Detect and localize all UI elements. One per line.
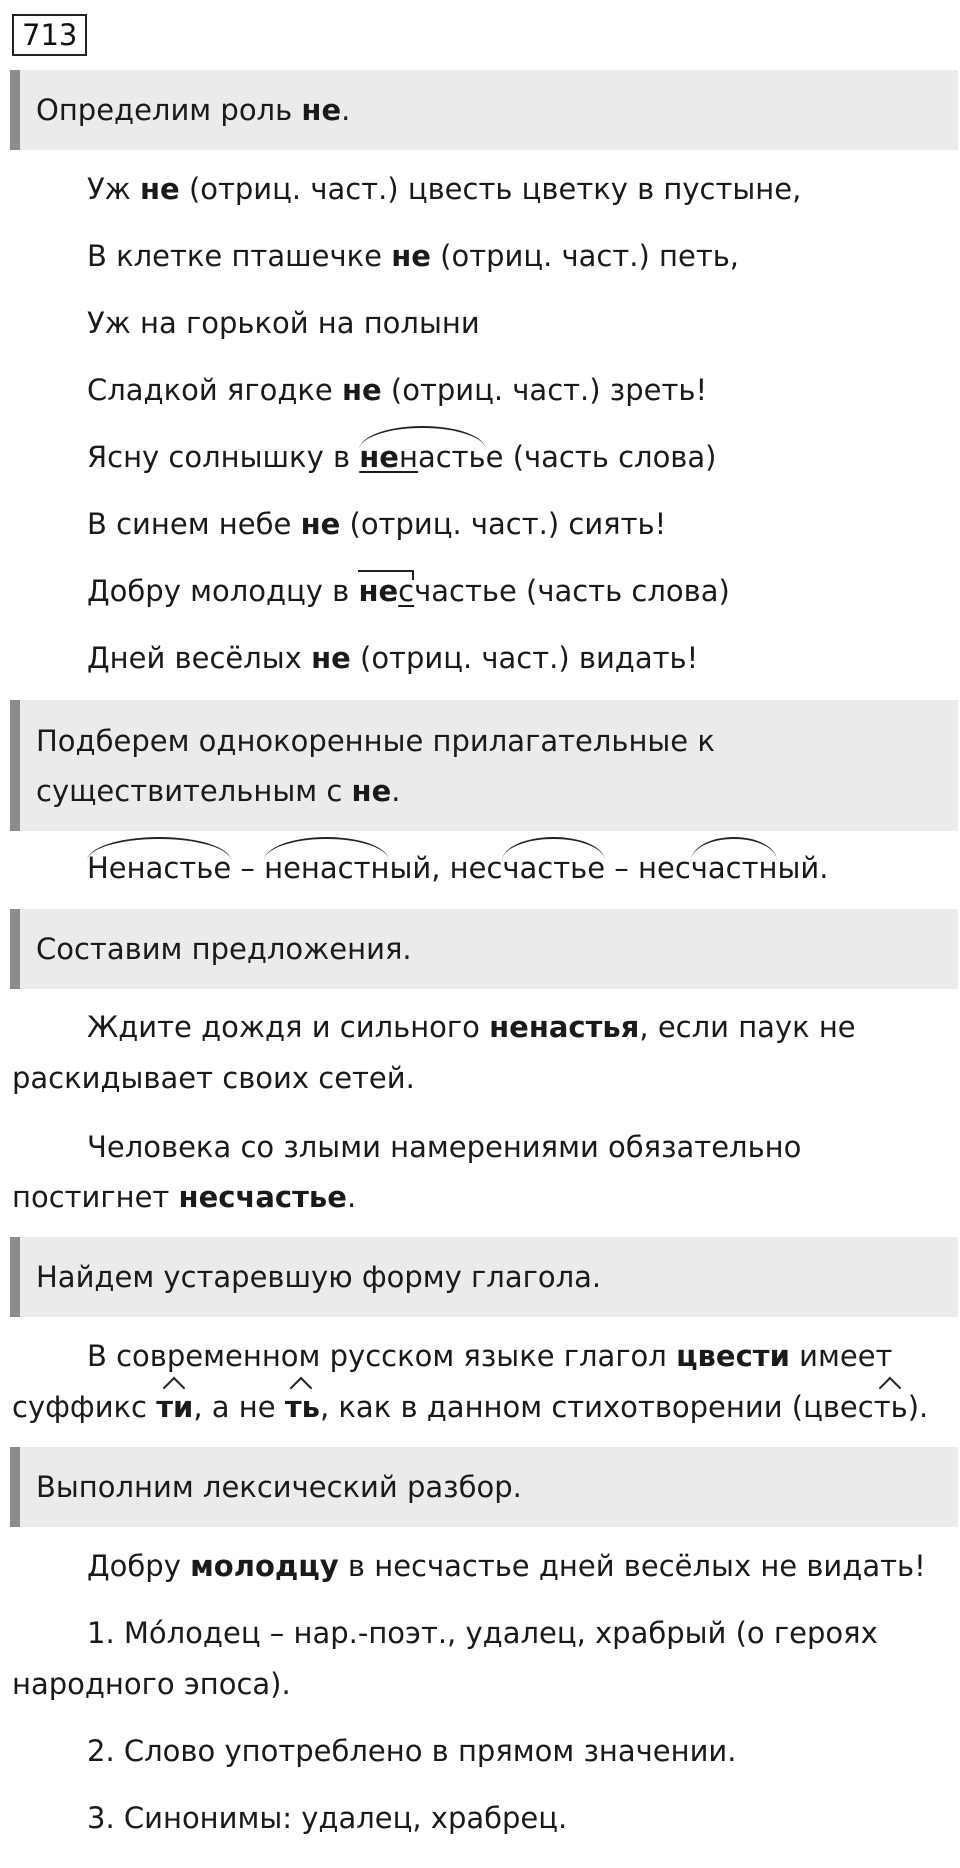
root-arc-word: [691, 851, 778, 885]
root-arc-word: [502, 851, 605, 885]
section-header-cognates: [10, 700, 958, 831]
section-header-lexical: [10, 1447, 958, 1527]
lexical-bold: молодцу: [190, 1549, 339, 1583]
sentence-text: .: [346, 1180, 357, 1214]
prefix-part: с: [398, 574, 415, 608]
dash: –: [605, 851, 639, 885]
dash: –: [231, 851, 265, 885]
poem-text: (часть слова): [516, 574, 730, 608]
verb-text: имеет: [789, 1339, 893, 1373]
verb-text: ).: [907, 1390, 929, 1424]
particle-ne: не: [140, 172, 180, 206]
header-end: .: [391, 773, 401, 808]
prefix-part: нес: [449, 851, 503, 885]
verb-text: , как в данном стихотворении (цвес: [319, 1390, 874, 1424]
prefix-ne: не: [358, 574, 399, 608]
poem-text: (часть слова): [503, 440, 717, 474]
lexical-text: в несчастье дней весёлых не видать!: [338, 1549, 926, 1583]
particle-ne: не: [300, 507, 341, 541]
header-text: Найдем устаревшую форму глагола.: [36, 1260, 602, 1294]
poem-text: В клетке пташечке: [87, 239, 392, 273]
root-arc-word: [87, 851, 231, 885]
header-bold: не: [351, 773, 392, 808]
suffix-caret-icon: ть: [284, 1390, 320, 1424]
poem-line-2: [87, 239, 739, 273]
period: .: [819, 851, 829, 885]
sentence-1-line-2: раскидывает своих сетей.: [12, 1061, 415, 1095]
word-part: частн: [690, 851, 778, 885]
header-text: Составим предложения.: [36, 932, 412, 966]
comma: ,: [431, 851, 450, 885]
header-end: .: [341, 93, 351, 127]
poem-text: Уж: [87, 172, 141, 206]
section-header-verb: [10, 1237, 958, 1317]
word-part: Не: [87, 851, 127, 885]
prefix-part: нес: [638, 851, 691, 885]
ending: е: [485, 440, 504, 474]
root-part: частье: [414, 574, 517, 608]
poem-line-3: Уж на горькой на полыни: [87, 306, 480, 340]
verb-line-2: [12, 1390, 928, 1424]
verb-text: суффикс: [12, 1390, 157, 1424]
poem-text: Сладкой ягодке: [87, 373, 342, 407]
cognates-line: [87, 851, 828, 885]
sentence-text: , если паук не: [639, 1010, 856, 1044]
poem-text: (отриц. част.) цвесть цветку в пустыне,: [179, 172, 802, 206]
verb-bold: цвести: [676, 1339, 790, 1373]
sentence-2-line-1: Человека со злыми намерениями обязательно: [87, 1130, 802, 1164]
poem-line-8: [87, 641, 698, 675]
ending: ый: [777, 851, 820, 885]
poem-text: В синем небе: [87, 507, 301, 541]
poem-line-5: [87, 440, 716, 474]
poem-text: (отриц. част.) сиять!: [340, 507, 667, 541]
suffix-caret-icon: ти: [156, 1390, 194, 1424]
sentence-1-line-1: [87, 1010, 856, 1044]
header-text: Определим роль: [36, 93, 302, 127]
poem-line-7: [87, 574, 730, 608]
particle-ne: не: [341, 373, 382, 407]
particle-ne: не: [391, 239, 431, 273]
poem-text: (отриц. част.) видать!: [350, 641, 699, 675]
root-arc-word: [359, 440, 485, 474]
sentence-bold: ненастья: [489, 1010, 640, 1044]
header-bold: не: [301, 93, 342, 127]
header-text: Подберем однокоренные прилагательные к: [36, 723, 715, 758]
sentence-bold: несчастье: [178, 1180, 347, 1214]
verb-text: , а не: [193, 1390, 285, 1424]
poem-text: Дней весёлых: [87, 641, 312, 675]
poem-line-1: [87, 172, 801, 206]
lexical-item-1-cont: народного эпоса).: [12, 1667, 291, 1701]
prefix-mark-icon: [358, 574, 414, 608]
header-text: существительным с: [36, 773, 352, 808]
word-part: не: [264, 851, 301, 885]
sentence-2-line-2: [12, 1180, 356, 1214]
particle-ne: не: [311, 641, 351, 675]
sentence-text: Ждите дождя и сильного: [87, 1010, 490, 1044]
word-part: настн: [300, 851, 390, 885]
suffix-caret-icon: ть: [873, 1390, 908, 1424]
ending: ый: [389, 851, 432, 885]
root-arc-word: [264, 851, 389, 885]
lexical-item-3: 3. Синонимы: удалец, храбрец.: [87, 1801, 568, 1835]
sentence-text: постигнет: [12, 1180, 179, 1214]
poem-text: Добру молодцу в: [87, 574, 359, 608]
section-header-role: [10, 70, 958, 150]
poem-line-4: [87, 373, 707, 407]
word-part: частье: [502, 851, 606, 885]
lexical-sentence: [87, 1549, 926, 1583]
root-part: н: [398, 440, 418, 474]
header-text: Выполним лексический разбор.: [36, 1470, 522, 1504]
lexical-item-1: 1. Мо́лодец – нар.-поэт., удалец, храбрый (о героях: [87, 1616, 878, 1650]
verb-line-1: [87, 1339, 892, 1373]
exercise-number: 713: [12, 14, 87, 56]
section-header-sentences: [10, 909, 958, 989]
poem-text: Ясну солнышку в: [87, 440, 360, 474]
word-part: настье: [126, 851, 232, 885]
prefix-ne: не: [359, 440, 399, 474]
poem-line-6: [87, 507, 666, 541]
lexical-item-2: 2. Слово употреблено в прямом значении.: [87, 1734, 737, 1768]
poem-text: (отриц. част.) петь,: [430, 239, 740, 273]
lexical-text: Добру: [87, 1549, 191, 1583]
root-part: асть: [417, 440, 486, 474]
verb-text: В современном русском языке глагол: [87, 1339, 677, 1373]
poem-text: (отриц. част.) зреть!: [381, 373, 708, 407]
